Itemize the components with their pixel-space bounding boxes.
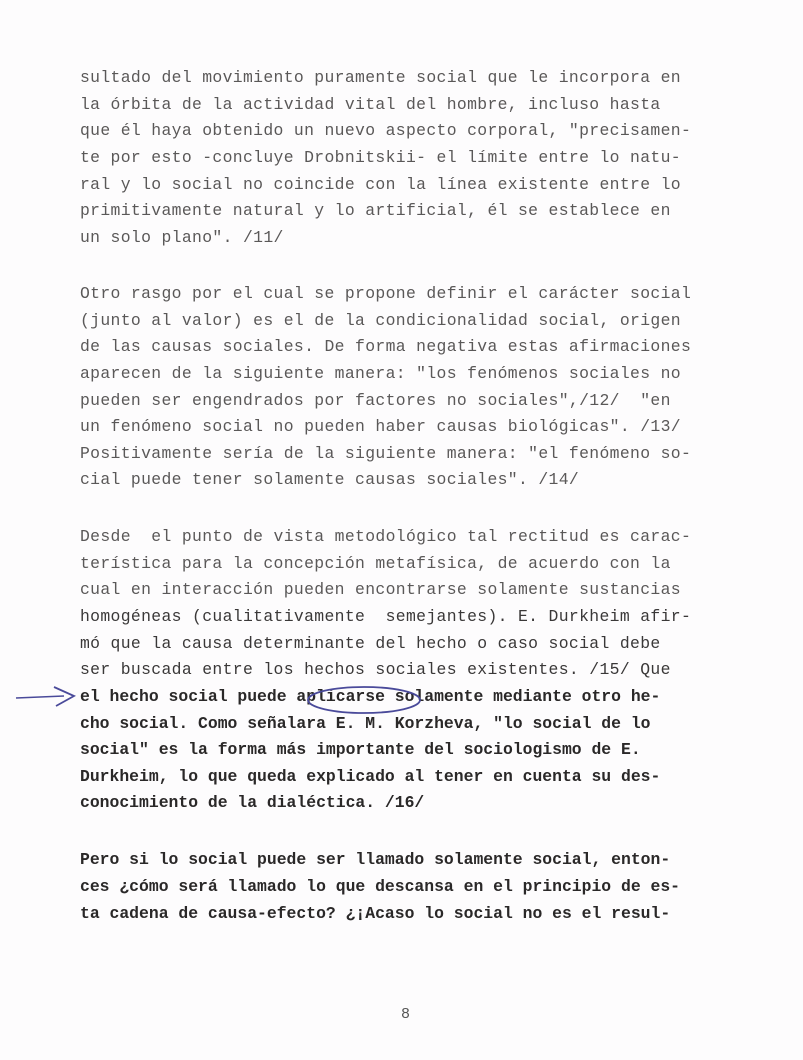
text-line: sultado del movimiento puramente social que le incorpora en (80, 68, 681, 87)
text-line: que él haya obtenido un nuevo aspecto corporal, "precisamen- (80, 121, 692, 140)
text-line: homogéneas (cualitativamente semejantes). E. Durkheim afir- (80, 607, 692, 626)
text-line: la órbita de la actividad vital del hombre, incluso hasta (80, 95, 661, 114)
text-line: un solo plano". /11/ (80, 228, 284, 247)
text-line: cial puede tener solamente causas sociales". /14/ (80, 470, 580, 489)
text-line: mó que la causa determinante del hecho o caso social debe (80, 634, 661, 653)
hand-drawn-circle-annotation (304, 683, 426, 717)
text-line: aparecen de la siguiente manera: "los fenómenos sociales no (80, 364, 681, 383)
text-line: Durkheim, lo que queda explicado al tener en cuenta su des- (80, 767, 661, 786)
text-line: conocimiento de la dialéctica. /16/ (80, 793, 425, 812)
text-line: ces ¿cómo será llamado lo que descansa en el principio de es- (80, 877, 680, 896)
text-line: de las causas sociales. De forma negativa estas afirmaciones (80, 337, 692, 356)
text-line: social" es la forma más importante del sociologismo de E. (80, 740, 641, 759)
text-line: Positivamente sería de la siguiente manera: "el fenómeno so- (80, 444, 692, 463)
text-line: Desde el punto de vista metodológico tal rectitud es carac- (80, 527, 692, 546)
text-line: ral y lo social no coincide con la línea existente entre lo (80, 175, 681, 194)
page-number: 8 (401, 1006, 411, 1023)
text-line: ta cadena de causa-efecto? ¿¡Acaso lo social no es el resul- (80, 904, 671, 923)
text-line: ser buscada entre los hechos sociales existentes. /15/ Que (80, 660, 671, 679)
text-line: cho social. Como señalara E. M. Korzheva, "lo social de lo (80, 714, 651, 733)
text-line: (junto al valor) es el de la condicionalidad social, origen (80, 311, 681, 330)
text-line: cual en interacción pueden encontrarse solamente sustancias (80, 580, 681, 599)
text-line: primitivamente natural y lo artificial, él se establece en (80, 201, 671, 220)
text-line: pueden ser engendrados por factores no sociales",/12/ "en (80, 391, 671, 410)
text-line: un fenómeno social no pueden haber causas biológicas". /13/ (80, 417, 681, 436)
text-line: el hecho social puede aplicarse solamente mediante otro he- (80, 687, 661, 706)
hand-drawn-arrow-icon (14, 683, 78, 711)
text-line: Otro rasgo por el cual se propone definir el carácter social (80, 284, 692, 303)
text-line: terística para la concepción metafísica, de acuerdo con la (80, 554, 671, 573)
text-line: te por esto -concluye Drobnitskii- el límite entre lo natu- (80, 148, 681, 167)
text-line: Pero si lo social puede ser llamado solamente social, enton- (80, 850, 671, 869)
